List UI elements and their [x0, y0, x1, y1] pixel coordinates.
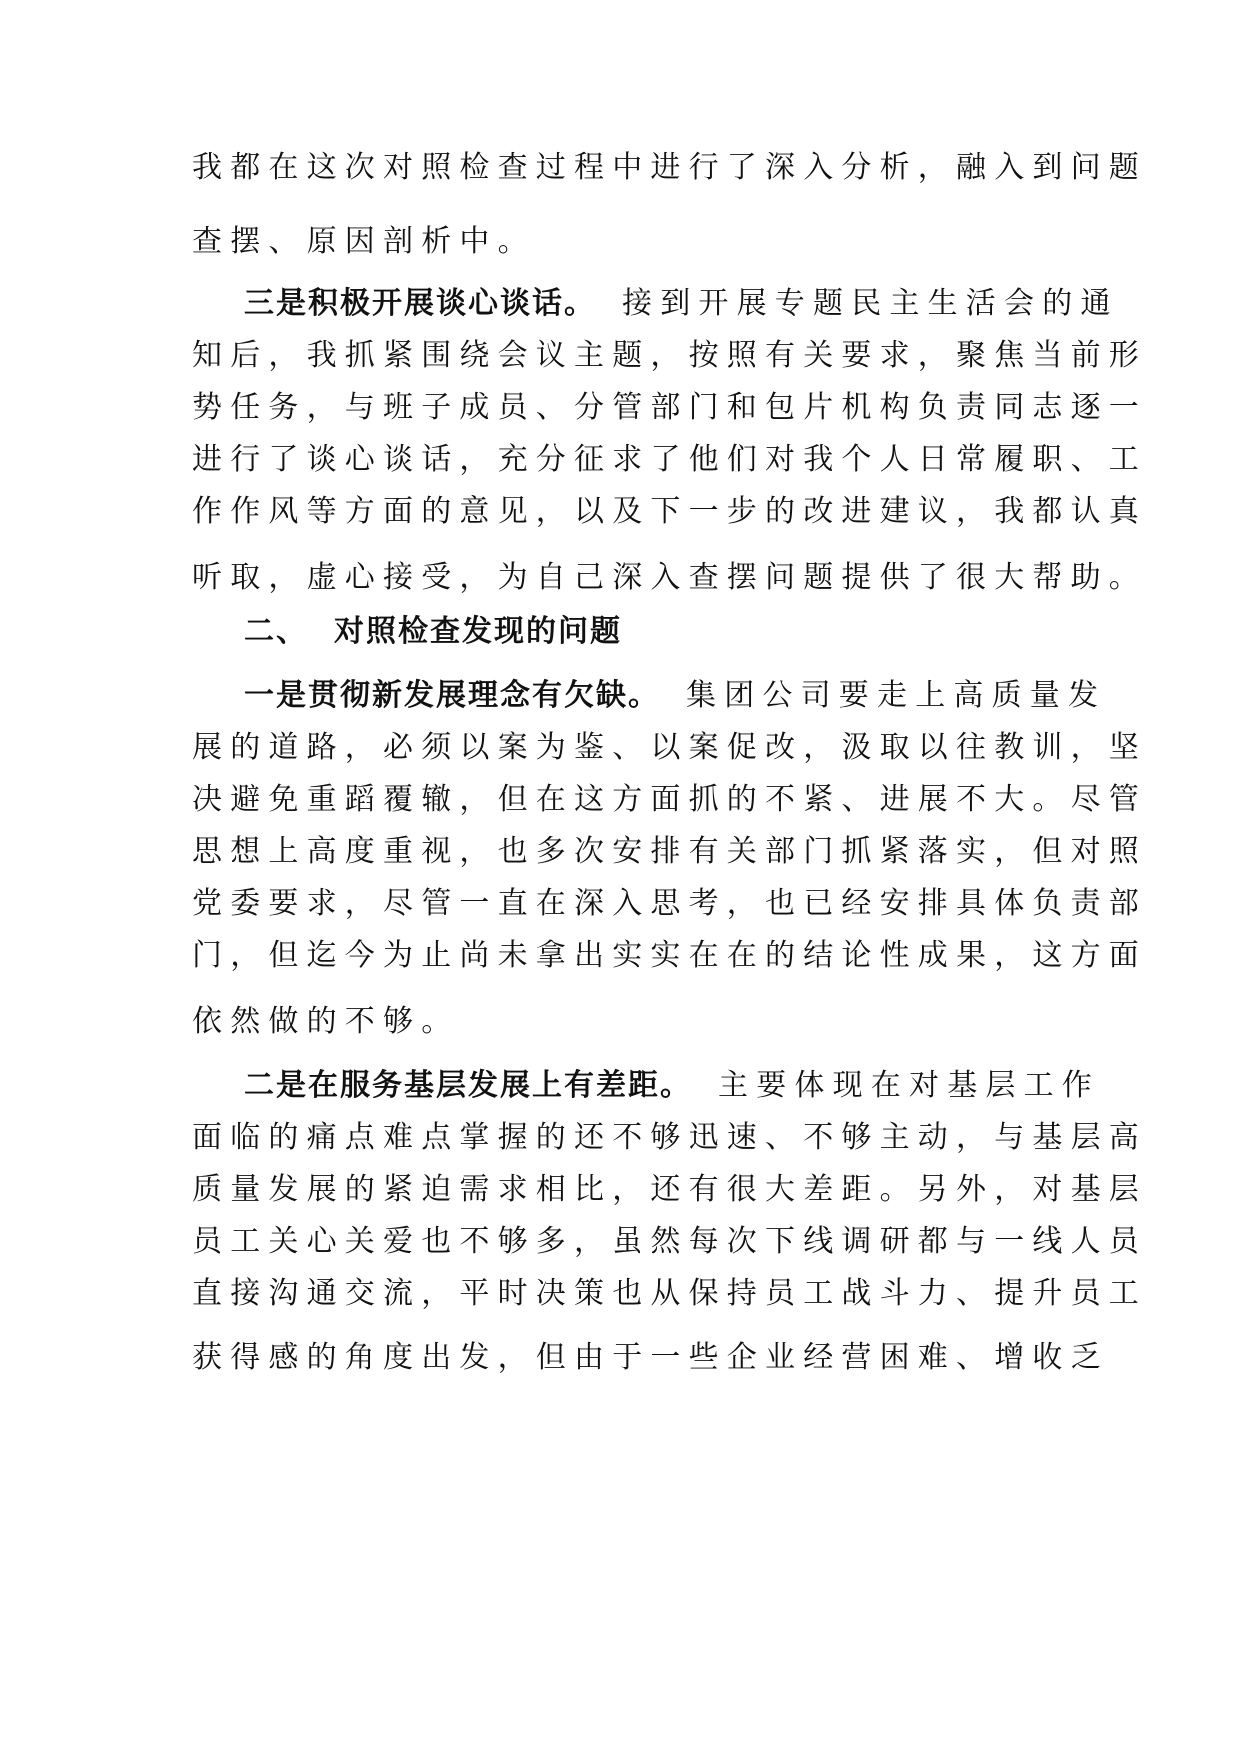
paragraph-line — [192, 1170, 1147, 1210]
line-text: 听取，虚心接受，为自己深入查摆问题提供了很大帮助。 — [192, 560, 1147, 595]
bold-lead: 一是贯彻新发展理念有欠缺。 — [244, 678, 660, 713]
paragraph-line — [192, 728, 1147, 768]
paragraph-line — [192, 780, 1147, 820]
paragraph-line — [192, 558, 1147, 598]
line-text: 门，但迄今为止尚未拿出实实在在的结论性成果，这方面 — [192, 938, 1147, 973]
paragraph-line — [192, 336, 1147, 376]
paragraph-line — [192, 222, 1052, 262]
bold-lead: 三是积极开展谈心谈话。 — [244, 286, 596, 321]
paragraph-first-line — [244, 1066, 1100, 1106]
paragraph-line — [192, 884, 1147, 924]
line-text: 依然做的不够。 — [192, 1004, 460, 1039]
paragraph-first-line — [244, 284, 1119, 324]
line-text: 查摆、原因剖析中。 — [192, 224, 536, 259]
paragraph-line — [192, 1274, 1147, 1314]
paragraph-line — [192, 1118, 1147, 1158]
paragraph-line — [192, 440, 1147, 480]
line-text: 知后，我抓紧围绕会议主题，按照有关要求，聚焦当前形 — [192, 338, 1147, 373]
line-text: 直接沟通交流，平时决策也从保持员工战斗力、提升员工 — [192, 1276, 1147, 1311]
paragraph-line — [192, 148, 1147, 188]
line-text: 面临的痛点难点掌握的还不够迅速、不够主动，与基层高 — [192, 1120, 1147, 1155]
paragraph-line — [192, 832, 1147, 872]
paragraph-line — [192, 1338, 1109, 1378]
paragraph-first-line — [244, 676, 1107, 716]
heading-title: 对照检查发现的问题 — [334, 614, 622, 649]
heading-number: 二、 — [244, 614, 308, 649]
line-text: 决避免重蹈覆辙，但在这方面抓的不紧、进展不大。尽管 — [192, 782, 1147, 817]
paragraph-line — [192, 1222, 1147, 1262]
line-text: 党委要求，尽管一直在深入思考，也已经安排具体负责部 — [192, 886, 1147, 921]
line-text: 集团公司要走上高质量发 — [686, 678, 1107, 713]
line-text: 作作风等方面的意见，以及下一步的改进建议，我都认真 — [192, 494, 1147, 529]
paragraph-line — [192, 388, 1147, 428]
line-text: 思想上高度重视，也多次安排有关部门抓紧落实，但对照 — [192, 834, 1147, 869]
paragraph-line — [192, 936, 1147, 976]
section-heading — [244, 612, 1104, 652]
line-text: 质量发展的紧迫需求相比，还有很大差距。另外，对基层 — [192, 1172, 1147, 1207]
paragraph-line — [192, 1002, 1052, 1042]
line-text: 展的道路，必须以案为鉴、以案促改，汲取以往教训，坚 — [192, 730, 1147, 765]
line-text: 进行了谈心谈话，充分征求了他们对我个人日常履职、工 — [192, 442, 1147, 477]
line-text: 势任务，与班子成员、分管部门和包片机构负责同志逐一 — [192, 390, 1147, 425]
paragraph-line — [192, 492, 1147, 532]
line-text: 获得感的角度出发，但由于一些企业经营困难、增收乏 — [192, 1340, 1109, 1375]
line-text: 主要体现在对基层工作 — [718, 1068, 1100, 1103]
bold-lead: 二是在服务基层发展上有差距。 — [244, 1068, 692, 1103]
line-text: 员工关心关爱也不够多，虽然每次下线调研都与一线人员 — [192, 1224, 1147, 1259]
line-text: 接到开展专题民主生活会的通 — [622, 286, 1119, 321]
line-text: 我都在这次对照检查过程中进行了深入分析，融入到问题 — [192, 150, 1147, 185]
